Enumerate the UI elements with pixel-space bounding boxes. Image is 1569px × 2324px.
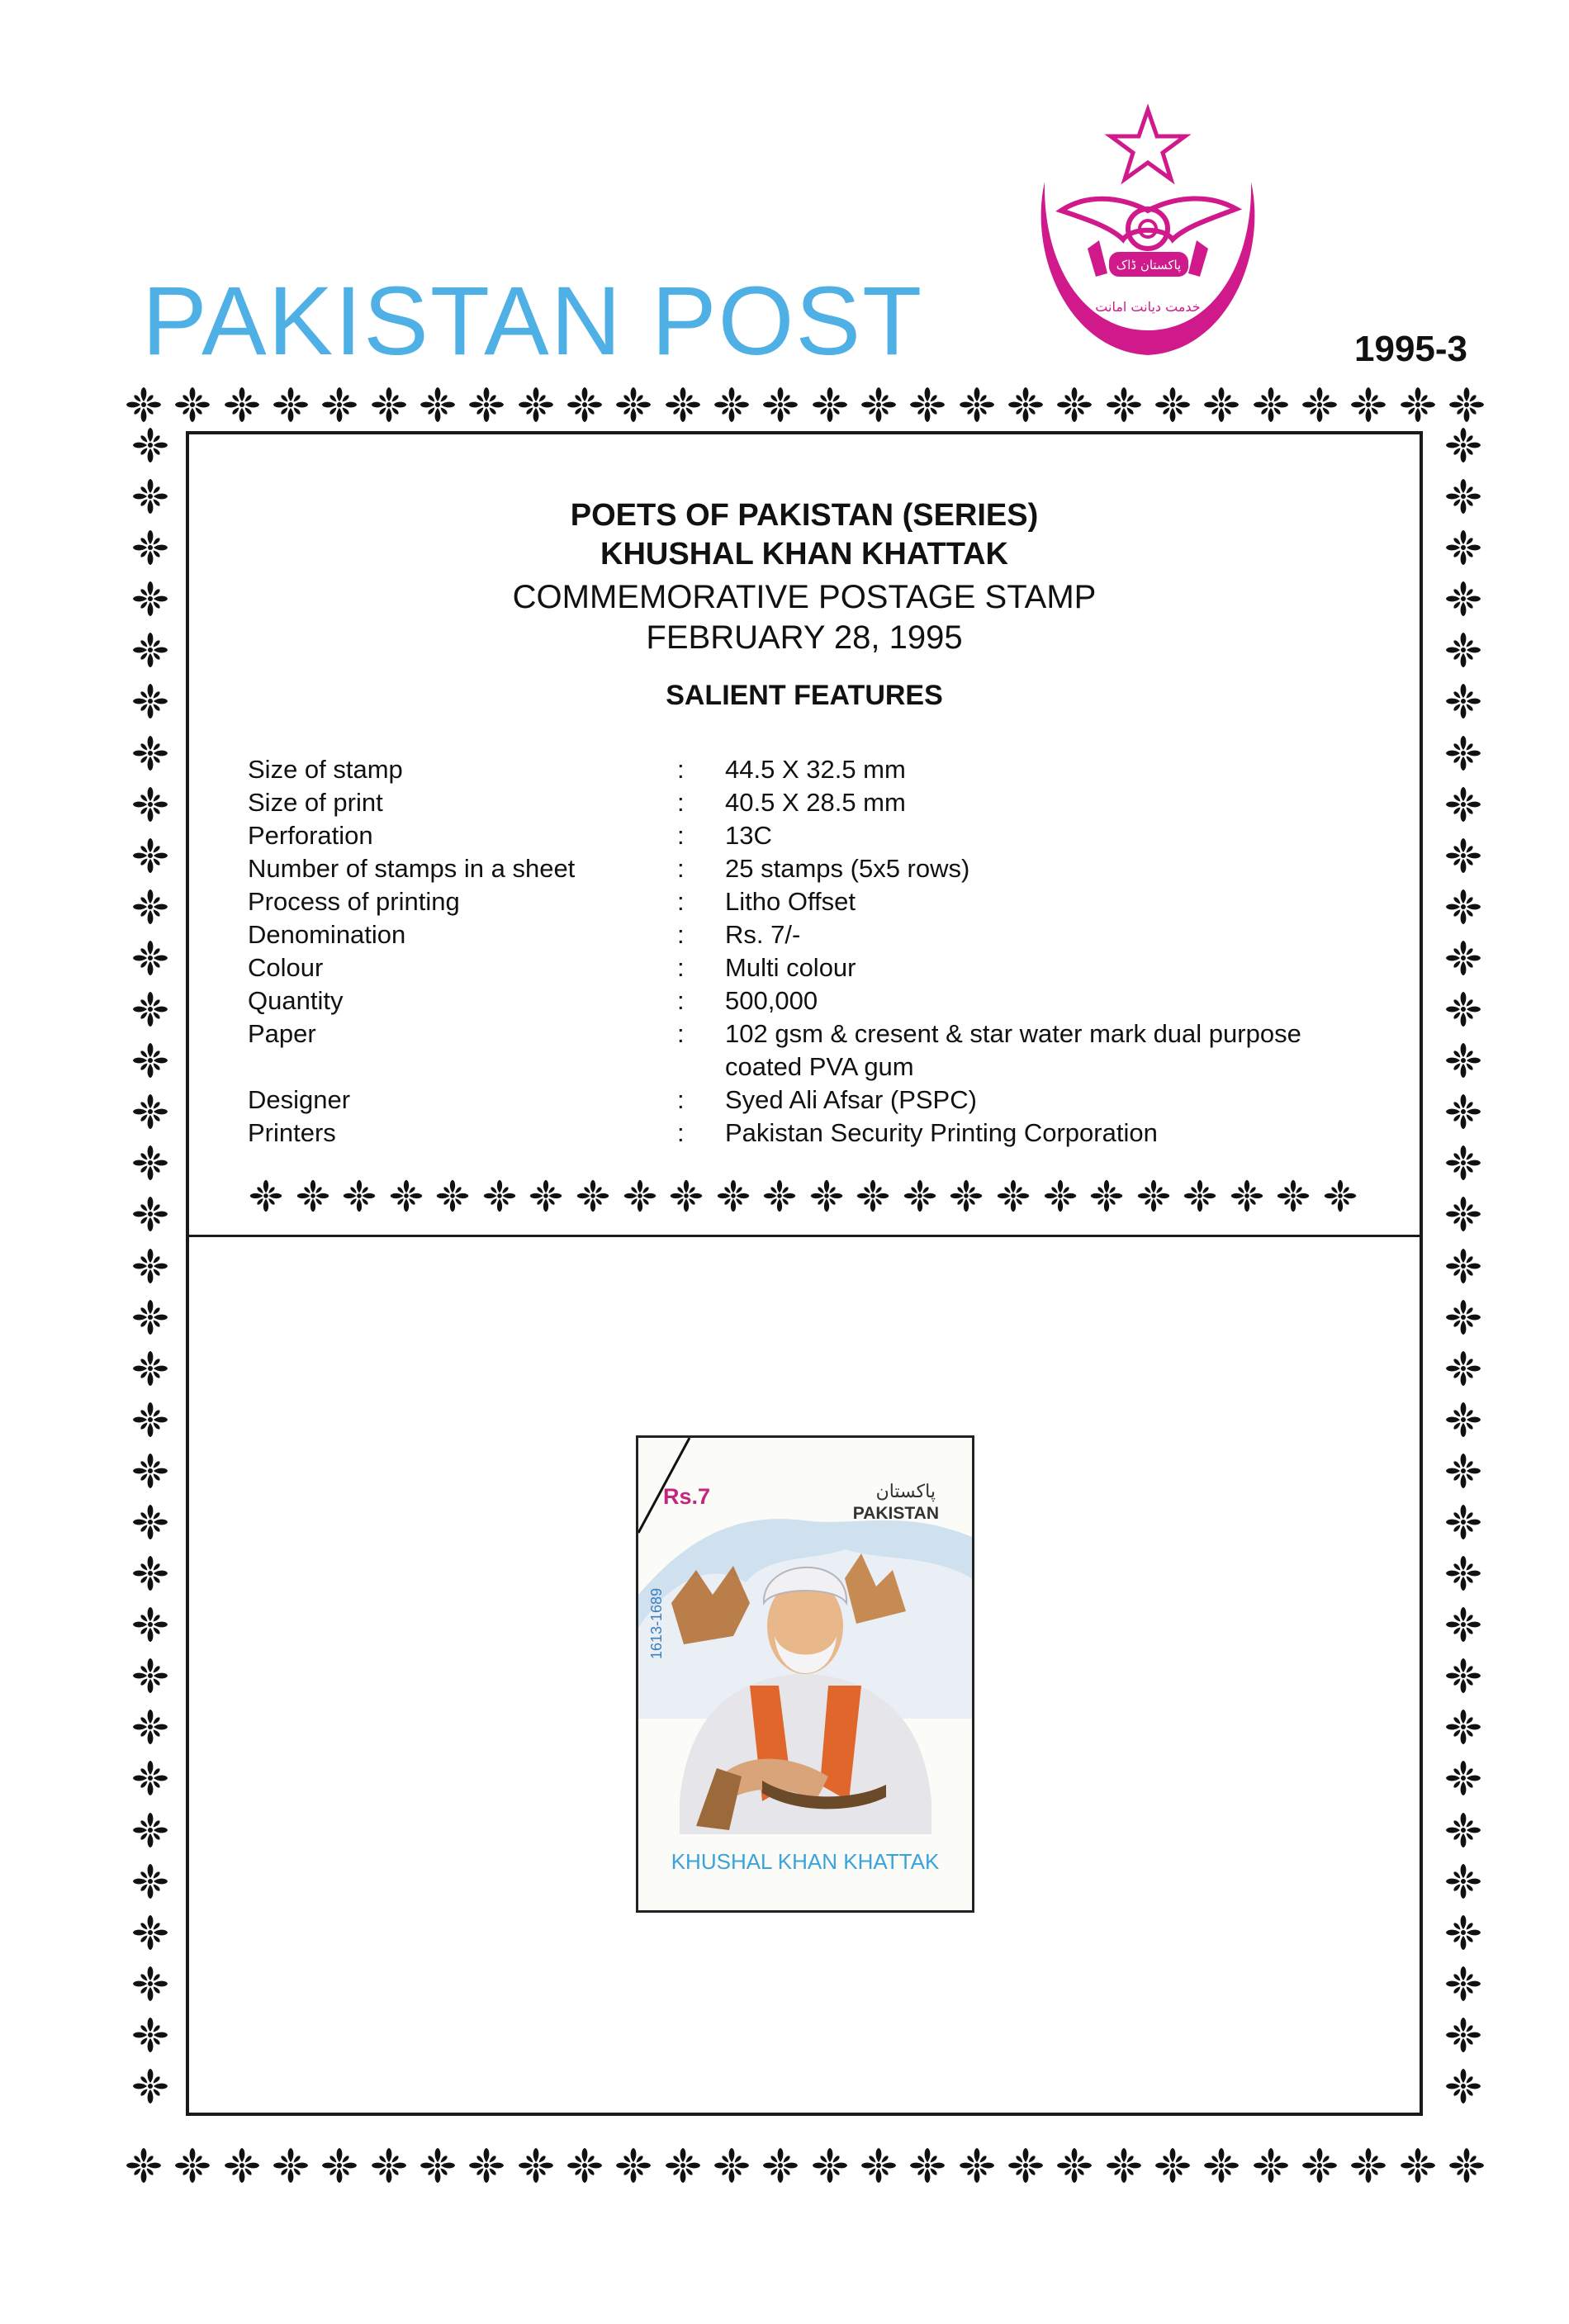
- ornament-border-left: [126, 425, 175, 2106]
- pakistan-post-emblem-icon: [1012, 103, 1284, 376]
- ornament-flower-icon: [130, 1656, 170, 1696]
- feature-label: Paper: [248, 1019, 316, 1048]
- ornament-flower-icon: [124, 385, 164, 424]
- ornament-flower-icon: [1398, 2146, 1438, 2185]
- features-heading: SALIENT FEATURES: [666, 680, 943, 711]
- feature-label: Process of printing: [248, 887, 460, 916]
- ornament-flower-icon: [1229, 1178, 1265, 1214]
- ornament-flower-icon: [124, 2146, 164, 2185]
- feature-row: [248, 918, 1404, 951]
- ornament-flower-icon: [810, 2146, 850, 2185]
- ornament-flower-icon: [712, 2146, 751, 2185]
- ornament-flower-icon: [1443, 989, 1483, 1029]
- emblem-star: [1111, 110, 1185, 179]
- feature-label: Size of print: [248, 788, 383, 817]
- brand-title: PAKISTAN POST: [142, 267, 924, 376]
- issue-number: 1995-3: [1354, 329, 1468, 369]
- ornament-border-bottom: [124, 2141, 1486, 2190]
- ornament-flower-icon: [1443, 425, 1483, 465]
- ornament-flower-icon: [1006, 2146, 1045, 2185]
- ornament-flower-icon: [855, 1178, 891, 1214]
- ornament-flower-icon: [1443, 528, 1483, 567]
- stamp-kind: COMMEMORATIVE POSTAGE STAMP: [512, 579, 1097, 615]
- ornament-flower-icon: [222, 385, 262, 424]
- ornament-flower-icon: [1443, 1605, 1483, 1644]
- feature-label: Colour: [248, 953, 324, 982]
- ornament-flower-icon: [908, 2146, 947, 2185]
- ornament-flower-icon: [1300, 385, 1339, 424]
- stamp-country-urdu: پاکستان: [875, 1481, 936, 1501]
- ornament-flower-icon: [222, 2146, 262, 2185]
- ornament-flower-icon: [1443, 1194, 1483, 1234]
- ornament-flower-icon: [130, 836, 170, 875]
- ornament-flower-icon: [1300, 2146, 1339, 2185]
- ornament-flower-icon: [1443, 1041, 1483, 1080]
- section-divider: [186, 1235, 1423, 1237]
- ornament-flower-icon: [1104, 385, 1144, 424]
- ornament-flower-icon: [1443, 477, 1483, 516]
- ornament-flower-icon: [130, 2066, 170, 2106]
- ornament-flower-icon: [565, 2146, 604, 2185]
- ornament-flower-icon: [859, 2146, 898, 2185]
- ornament-flower-icon: [130, 1349, 170, 1388]
- ornament-flower-icon: [1443, 733, 1483, 773]
- feature-colon: :: [677, 1085, 685, 1114]
- ornament-flower-icon: [1349, 2146, 1388, 2185]
- ornament-flower-icon: [130, 1758, 170, 1798]
- ornament-flower-icon: [1443, 1502, 1483, 1542]
- ornament-flower-icon: [130, 1194, 170, 1234]
- ornament-flower-icon: [1443, 1758, 1483, 1798]
- ornament-flower-icon: [130, 1297, 170, 1337]
- ornament-flower-icon: [908, 385, 947, 424]
- ornament-flower-icon: [369, 385, 409, 424]
- feature-colon: :: [677, 755, 685, 784]
- feature-value: 500,000: [725, 986, 818, 1015]
- feature-value: Syed Ali Afsar (PSPC): [725, 1085, 977, 1114]
- feature-row: [248, 1084, 1404, 1117]
- feature-colon: :: [677, 1019, 685, 1048]
- feature-value: Rs. 7/-: [725, 920, 801, 949]
- stamp-country: PAKISTAN: [852, 1504, 939, 1523]
- ornament-flower-icon: [1443, 887, 1483, 927]
- ornament-flower-icon: [130, 887, 170, 927]
- feature-row: [248, 951, 1404, 984]
- ornament-flower-icon: [1349, 385, 1388, 424]
- ornament-flower-icon: [1135, 1178, 1172, 1214]
- ornament-flower-icon: [1202, 2146, 1241, 2185]
- ornament-flower-icon: [418, 385, 457, 424]
- ornament-flower-icon: [565, 385, 604, 424]
- ornament-flower-icon: [614, 385, 653, 424]
- subject-title: KHUSHAL KHAN KHATTAK: [600, 537, 1008, 572]
- ornament-flower-icon: [130, 1913, 170, 1952]
- ornament-divider: [248, 1173, 1358, 1219]
- ornament-flower-icon: [1443, 1862, 1483, 1901]
- ornament-flower-icon: [271, 2146, 310, 2185]
- ornament-flower-icon: [130, 1810, 170, 1850]
- ornament-flower-icon: [668, 1178, 704, 1214]
- ornament-flower-icon: [663, 2146, 703, 2185]
- ornament-flower-icon: [1322, 1178, 1358, 1214]
- feature-value: Litho Offset: [725, 887, 856, 916]
- feature-label: Size of stamp: [248, 755, 403, 784]
- features-table: [248, 753, 1404, 1150]
- ornament-flower-icon: [130, 1502, 170, 1542]
- feature-colon: :: [677, 953, 685, 982]
- feature-value: Multi colour: [725, 953, 856, 982]
- ornament-flower-icon: [1251, 2146, 1291, 2185]
- ornament-flower-icon: [130, 1246, 170, 1286]
- ornament-flower-icon: [1153, 2146, 1192, 2185]
- ornament-flower-icon: [516, 2146, 556, 2185]
- ornament-flower-icon: [248, 1178, 284, 1214]
- ornament-flower-icon: [295, 1178, 331, 1214]
- ornament-flower-icon: [614, 2146, 653, 2185]
- ornament-flower-icon: [1443, 2015, 1483, 2055]
- ornament-flower-icon: [130, 1041, 170, 1080]
- ornament-flower-icon: [481, 1178, 518, 1214]
- feature-label: Printers: [248, 1118, 336, 1147]
- ornament-flower-icon: [130, 1862, 170, 1901]
- ornament-flower-icon: [130, 733, 170, 773]
- ornament-flower-icon: [1443, 1913, 1483, 1952]
- ornament-flower-icon: [130, 1143, 170, 1183]
- ornament-flower-icon: [516, 385, 556, 424]
- ornament-flower-icon: [808, 1178, 845, 1214]
- ornament-flower-icon: [1443, 1143, 1483, 1183]
- feature-row: [248, 885, 1404, 918]
- ornament-flower-icon: [1443, 1810, 1483, 1850]
- ornament-flower-icon: [467, 385, 506, 424]
- ornament-flower-icon: [1447, 385, 1486, 424]
- stamp-name: KHUSHAL KHAN KHATTAK: [671, 1849, 940, 1874]
- ornament-flower-icon: [1443, 579, 1483, 619]
- ornament-flower-icon: [130, 1707, 170, 1747]
- ornament-flower-icon: [1443, 1451, 1483, 1491]
- feature-colon: :: [677, 788, 685, 817]
- feature-row: [248, 786, 1404, 819]
- ornament-flower-icon: [173, 2146, 212, 2185]
- ornament-flower-icon: [575, 1178, 611, 1214]
- ornament-flower-icon: [1443, 1092, 1483, 1131]
- feature-row: [248, 753, 1404, 786]
- ornament-flower-icon: [388, 1178, 424, 1214]
- ornament-flower-icon: [130, 1092, 170, 1131]
- ornament-flower-icon: [663, 385, 703, 424]
- ornament-flower-icon: [130, 528, 170, 567]
- feature-colon: :: [677, 821, 685, 850]
- ornament-flower-icon: [130, 938, 170, 978]
- feature-value: 40.5 X 28.5 mm: [725, 788, 906, 817]
- ornament-flower-icon: [1006, 385, 1045, 424]
- ornament-flower-icon: [1443, 836, 1483, 875]
- ornament-flower-icon: [130, 425, 170, 465]
- feature-colon: :: [677, 887, 685, 916]
- ornament-flower-icon: [1443, 1656, 1483, 1696]
- feature-row: [248, 819, 1404, 852]
- feature-colon: :: [677, 920, 685, 949]
- stamp-image: [636, 1435, 974, 1913]
- ornament-flower-icon: [810, 385, 850, 424]
- ornament-flower-icon: [1088, 1178, 1125, 1214]
- ornament-flower-icon: [957, 385, 997, 424]
- ornament-flower-icon: [1443, 681, 1483, 721]
- ornament-flower-icon: [1443, 1707, 1483, 1747]
- feature-row: [248, 984, 1404, 1017]
- ornament-flower-icon: [1443, 785, 1483, 824]
- ornament-flower-icon: [1055, 385, 1094, 424]
- ornament-flower-icon: [995, 1178, 1031, 1214]
- feature-value: 25 stamps (5x5 rows): [725, 854, 970, 883]
- ornament-flower-icon: [528, 1178, 564, 1214]
- ornament-flower-icon: [467, 2146, 506, 2185]
- ornament-flower-icon: [418, 2146, 457, 2185]
- series-title: POETS OF PAKISTAN (SERIES): [570, 498, 1039, 533]
- feature-row: [248, 1117, 1404, 1150]
- ornament-flower-icon: [130, 1451, 170, 1491]
- ornament-flower-icon: [369, 2146, 409, 2185]
- ornament-flower-icon: [1202, 385, 1241, 424]
- ornament-flower-icon: [1447, 2146, 1486, 2185]
- ornament-flower-icon: [1055, 2146, 1094, 2185]
- ornament-flower-icon: [1275, 1178, 1311, 1214]
- ornament-flower-icon: [1443, 1297, 1483, 1337]
- ornament-flower-icon: [434, 1178, 471, 1214]
- ornament-flower-icon: [320, 385, 359, 424]
- feature-row: [248, 1017, 1404, 1084]
- ornament-flower-icon: [1104, 2146, 1144, 2185]
- ornament-flower-icon: [1443, 1553, 1483, 1593]
- ornament-flower-icon: [1443, 630, 1483, 670]
- ornament-flower-icon: [1251, 385, 1291, 424]
- feature-label: Number of stamps in a sheet: [248, 854, 576, 883]
- stamp-denomination: Rs.7: [663, 1484, 711, 1509]
- ornament-flower-icon: [1443, 938, 1483, 978]
- feature-value: 102 gsm & cresent & star water mark dual purpose coated PVA gum: [725, 1019, 1301, 1081]
- ornament-flower-icon: [1042, 1178, 1078, 1214]
- feature-label: Quantity: [248, 986, 344, 1015]
- feature-colon: :: [677, 986, 685, 1015]
- issue-date: FEBRUARY 28, 1995: [646, 619, 963, 656]
- ornament-flower-icon: [130, 477, 170, 516]
- ornament-flower-icon: [761, 385, 800, 424]
- feature-colon: :: [677, 854, 685, 883]
- ornament-flower-icon: [761, 2146, 800, 2185]
- ornament-flower-icon: [320, 2146, 359, 2185]
- ornament-flower-icon: [341, 1178, 377, 1214]
- ornament-flower-icon: [859, 385, 898, 424]
- ornament-flower-icon: [1398, 385, 1438, 424]
- ornament-flower-icon: [130, 1964, 170, 2004]
- ornament-flower-icon: [130, 579, 170, 619]
- ornament-flower-icon: [712, 385, 751, 424]
- ornament-flower-icon: [1153, 385, 1192, 424]
- ornament-flower-icon: [130, 785, 170, 824]
- ornament-flower-icon: [130, 2015, 170, 2055]
- ornament-flower-icon: [130, 1400, 170, 1439]
- ornament-flower-icon: [173, 385, 212, 424]
- feature-label: Denomination: [248, 920, 406, 949]
- ornament-flower-icon: [1443, 1400, 1483, 1439]
- ornament-flower-icon: [902, 1178, 938, 1214]
- ornament-flower-icon: [622, 1178, 658, 1214]
- feature-value: 13C: [725, 821, 772, 850]
- ornament-flower-icon: [761, 1178, 798, 1214]
- feature-row: [248, 852, 1404, 885]
- ornament-flower-icon: [130, 1553, 170, 1593]
- ornament-flower-icon: [715, 1178, 751, 1214]
- stamp-years: 1613-1689: [648, 1587, 665, 1659]
- ornament-flower-icon: [130, 1605, 170, 1644]
- feature-colon: :: [677, 1118, 685, 1147]
- ornament-flower-icon: [1182, 1178, 1218, 1214]
- ornament-flower-icon: [130, 681, 170, 721]
- feature-value: Pakistan Security Printing Corporation: [725, 1118, 1158, 1147]
- feature-label: Perforation: [248, 821, 373, 850]
- emblem-plate-text: پاکستان ڈاک: [1116, 258, 1182, 273]
- ornament-flower-icon: [948, 1178, 984, 1214]
- ornament-flower-icon: [271, 385, 310, 424]
- ornament-flower-icon: [1443, 1246, 1483, 1286]
- ornament-flower-icon: [1443, 1964, 1483, 2004]
- ornament-border-right: [1439, 425, 1488, 2106]
- ornament-flower-icon: [130, 989, 170, 1029]
- emblem-motto-text: خدمت دیانت امانت: [1095, 299, 1201, 315]
- ornament-flower-icon: [1443, 1349, 1483, 1388]
- ornament-flower-icon: [130, 630, 170, 670]
- feature-value: 44.5 X 32.5 mm: [725, 755, 906, 784]
- feature-label: Designer: [248, 1085, 351, 1114]
- ornament-border-top: [124, 380, 1486, 429]
- ornament-flower-icon: [957, 2146, 997, 2185]
- ornament-flower-icon: [1443, 2066, 1483, 2106]
